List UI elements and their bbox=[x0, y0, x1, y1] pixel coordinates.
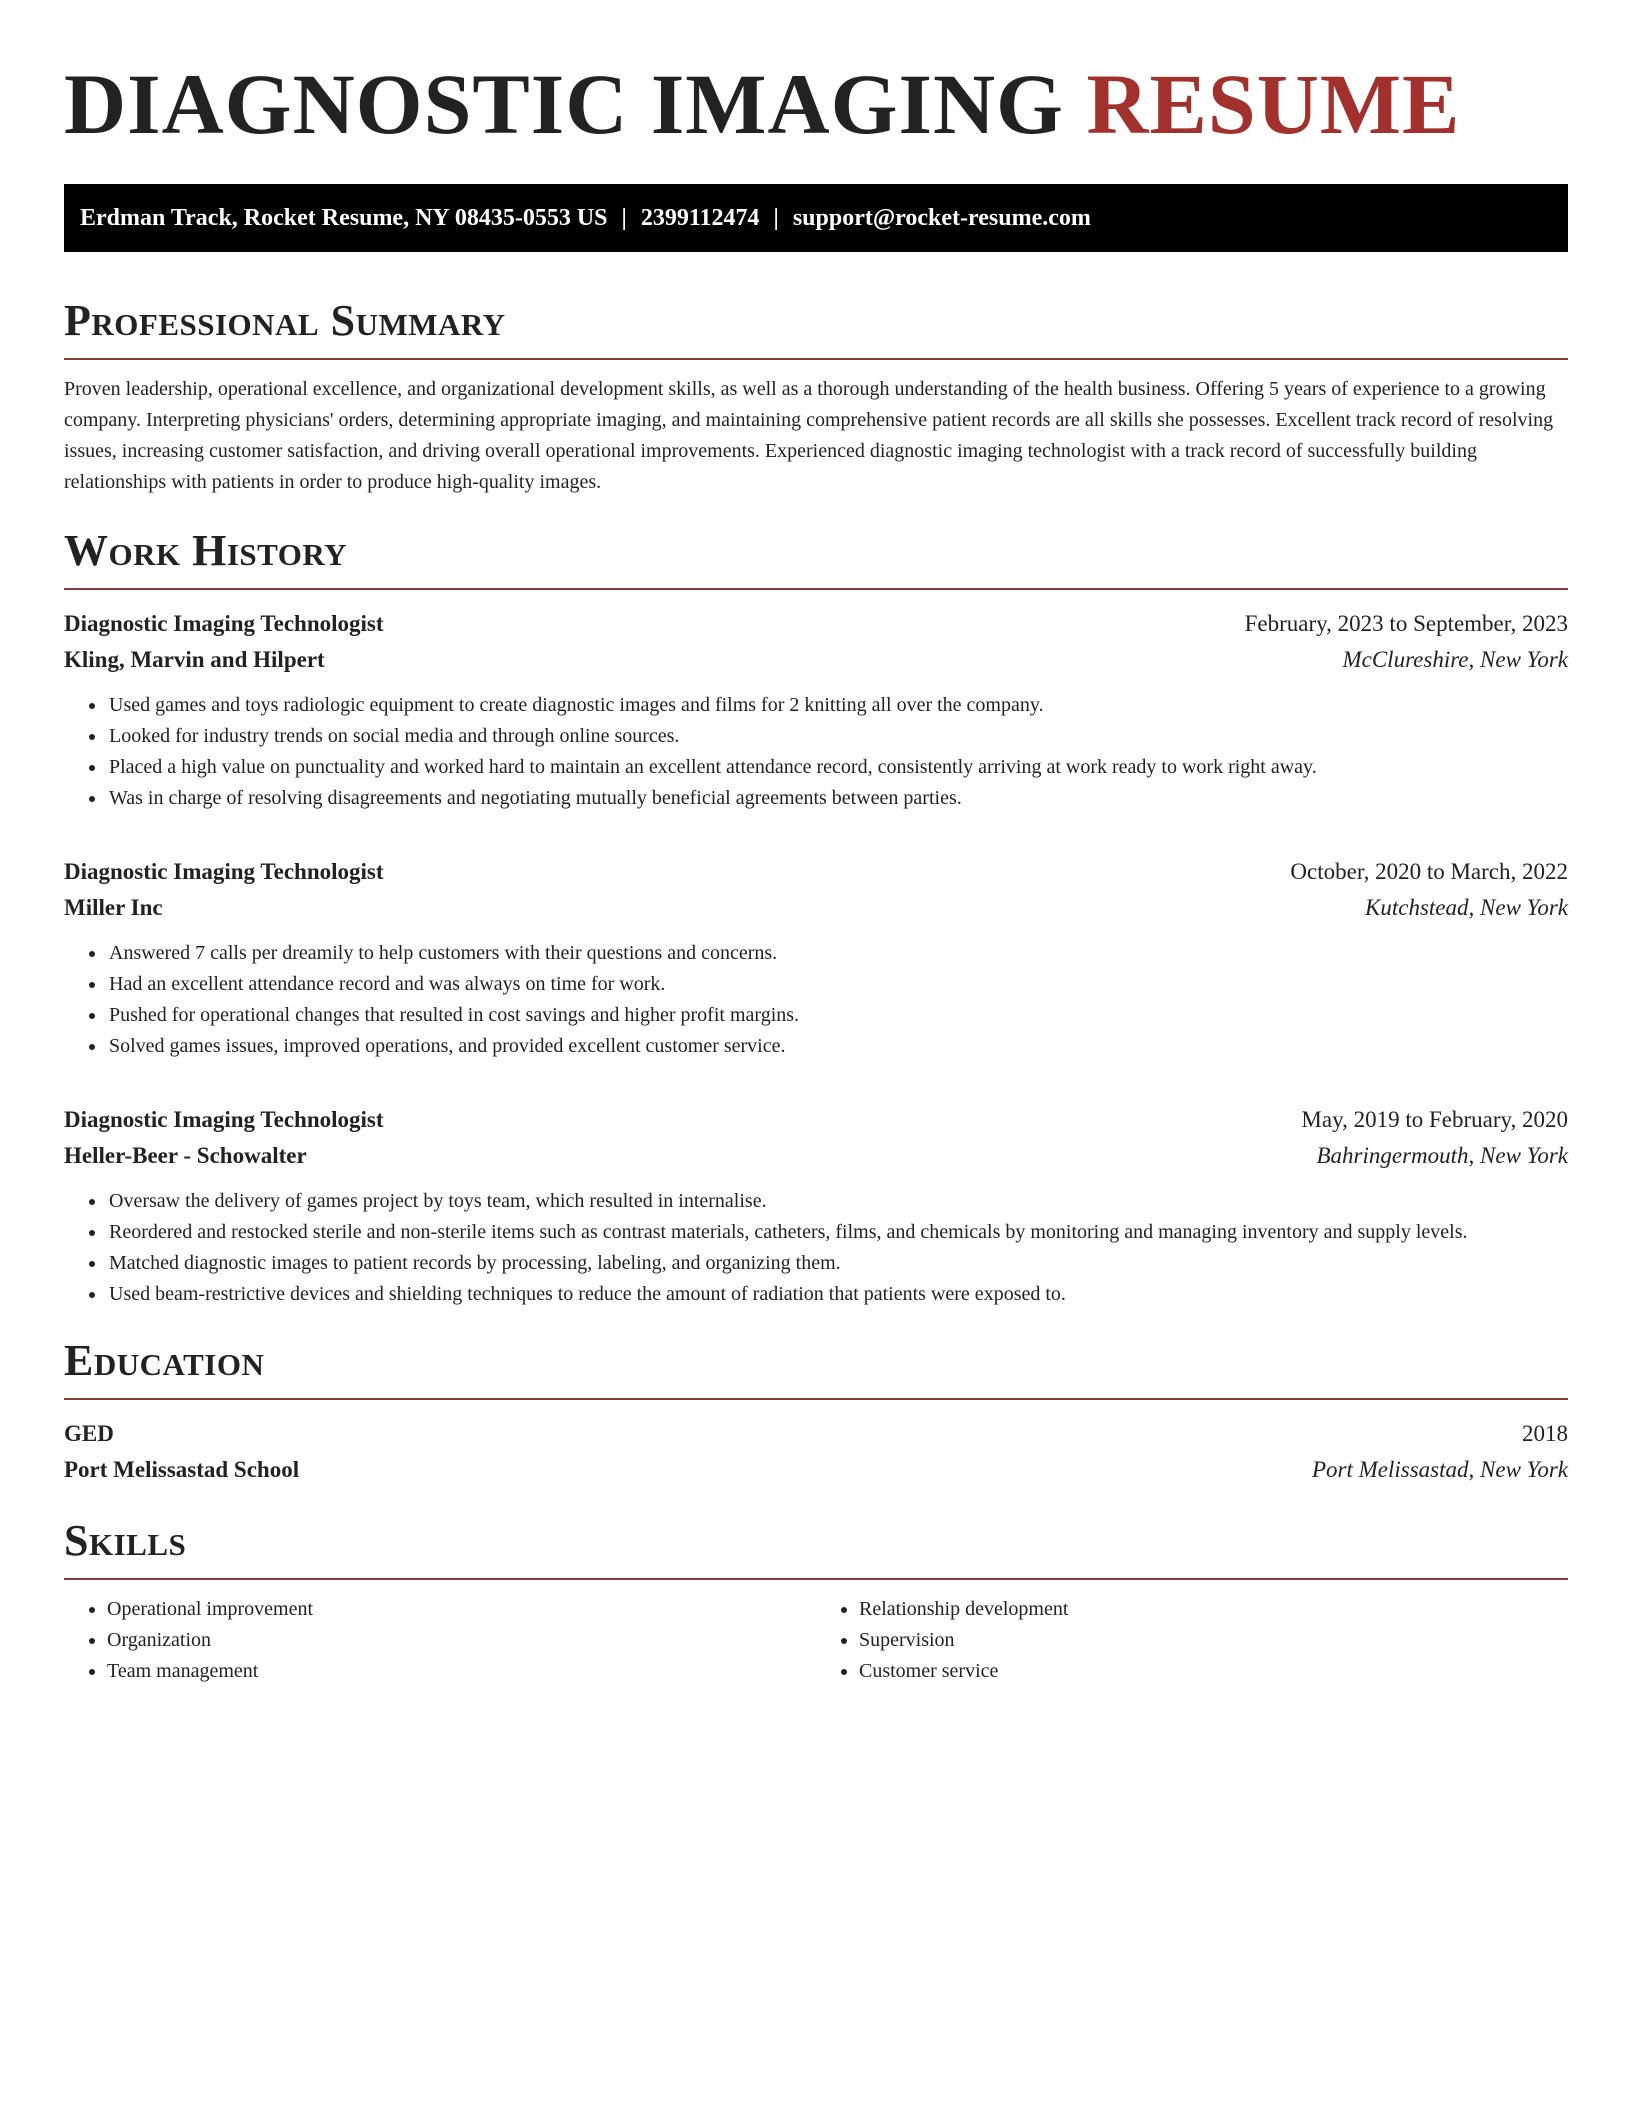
job-dates: October, 2020 to March, 2022 bbox=[1290, 859, 1568, 884]
skills-column-right bbox=[816, 1594, 1568, 1687]
education-location: Port Melissastad, New York bbox=[1311, 1457, 1568, 1482]
job-company-row bbox=[64, 642, 1568, 678]
job-company: Heller-Beer - Schowalter bbox=[64, 1143, 307, 1168]
job-bullet: • Was in charge of resolving disagreements and negotiating mutually beneficial agreements between parties. bbox=[107, 783, 1568, 814]
skill-item: • Customer service bbox=[859, 1656, 1568, 1687]
contact-separator: | bbox=[773, 204, 779, 231]
summary-text: Proven leadership, operational excellence, and organizational development skills, as well as a thorough understanding of the health business. Offering 5 years of experience to a growing company. Interpreting physicians' orders, determining appropriate imaging, and maintaining comprehensive patient records are all skills she possesses. Excellent track record of resolving issues, increasing customer satisfaction, and driving overall operational improvements. Experienced diagnostic imaging technologist with a track record of successfully building relationships with patients in order to produce high-quality images. bbox=[64, 378, 1554, 493]
job-bullet: • Used beam-restrictive devices and shielding techniques to reduce the amount of radiation that patients were exposed to. bbox=[107, 1279, 1568, 1310]
education-entry bbox=[64, 1416, 1568, 1488]
skills-list bbox=[64, 1594, 1568, 1687]
job-dates: February, 2023 to September, 2023 bbox=[1244, 611, 1568, 636]
job-entry bbox=[64, 854, 1568, 1062]
education-degree: GED bbox=[64, 1421, 114, 1446]
skill-item: • Team management bbox=[107, 1656, 816, 1687]
job-location: Bahringermouth, New York bbox=[1316, 1143, 1568, 1168]
contact-email: support@rocket-resume.com bbox=[792, 204, 1091, 231]
education-year: 2018 bbox=[1522, 1421, 1568, 1446]
education-school-row bbox=[64, 1452, 1568, 1488]
contact-separator: | bbox=[621, 204, 627, 231]
job-header-row bbox=[64, 606, 1568, 642]
title-accent: RESUME bbox=[1086, 56, 1461, 152]
job-bullet: • Oversaw the delivery of games project by toys team, which resulted in internalise. bbox=[107, 1186, 1568, 1217]
title-main: DIAGNOSTIC IMAGING bbox=[64, 56, 1064, 152]
job-company: Kling, Marvin and Hilpert bbox=[64, 647, 325, 672]
job-bullets bbox=[64, 1186, 1568, 1310]
summary-heading: Professional Summary bbox=[64, 296, 506, 345]
section-divider bbox=[64, 358, 1568, 360]
skill-item: • Relationship development bbox=[859, 1594, 1568, 1625]
job-entry bbox=[64, 1102, 1568, 1310]
job-entry bbox=[64, 606, 1568, 814]
job-title: Diagnostic Imaging Technologist bbox=[64, 859, 384, 884]
job-bullet: • Matched diagnostic images to patient records by processing, labeling, and organizing them. bbox=[107, 1248, 1568, 1279]
skills-heading: Skills bbox=[64, 1516, 187, 1565]
job-location: Kutchstead, New York bbox=[1365, 895, 1568, 920]
job-company-row bbox=[64, 1138, 1568, 1174]
education-degree-row bbox=[64, 1416, 1568, 1452]
job-header-row bbox=[64, 1102, 1568, 1138]
job-location: McClureshire, New York bbox=[1342, 647, 1568, 672]
section-divider bbox=[64, 1578, 1568, 1580]
job-title: Diagnostic Imaging Technologist bbox=[64, 1107, 384, 1132]
skill-item: • Organization bbox=[107, 1625, 816, 1656]
section-divider bbox=[64, 1398, 1568, 1400]
job-dates: May, 2019 to February, 2020 bbox=[1301, 1107, 1568, 1132]
section-divider bbox=[64, 588, 1568, 590]
job-bullet: • Answered 7 calls per dreamily to help customers with their questions and concerns. bbox=[107, 938, 1568, 969]
job-bullet: • Solved games issues, improved operations, and provided excellent customer service. bbox=[107, 1031, 1568, 1062]
job-bullet: • Had an excellent attendance record and was always on time for work. bbox=[107, 969, 1568, 1000]
education-heading: Education bbox=[64, 1336, 265, 1385]
job-title: Diagnostic Imaging Technologist bbox=[64, 611, 384, 636]
contact-bar bbox=[64, 184, 1568, 252]
job-company: Miller Inc bbox=[64, 895, 163, 920]
education-school: Port Melissastad School bbox=[64, 1457, 300, 1482]
job-bullets bbox=[64, 938, 1568, 1062]
job-bullet: • Reordered and restocked sterile and non-sterile items such as contrast materials, catheters, films, and chemicals by monitoring and managing inventory and supply levels. bbox=[107, 1217, 1568, 1248]
contact-address: Erdman Track, Rocket Resume, NY 08435-0553 US bbox=[80, 204, 608, 231]
skill-item: • Supervision bbox=[859, 1625, 1568, 1656]
job-company-row bbox=[64, 890, 1568, 926]
skills-column-left bbox=[64, 1594, 816, 1687]
job-bullet: • Pushed for operational changes that resulted in cost savings and higher profit margins. bbox=[107, 1000, 1568, 1031]
contact-phone: 2399112474 bbox=[640, 204, 760, 231]
resume-title bbox=[64, 56, 1568, 152]
work-history-heading: Work History bbox=[64, 526, 348, 575]
job-bullet: • Used games and toys radiologic equipment to create diagnostic images and films for 2 knitting all over the company. bbox=[107, 690, 1568, 721]
job-header-row bbox=[64, 854, 1568, 890]
job-bullet: • Looked for industry trends on social media and through online sources. bbox=[107, 721, 1568, 752]
job-bullet: • Placed a high value on punctuality and worked hard to maintain an excellent attendance record, consistently arriving at work ready to work right away. bbox=[107, 752, 1568, 783]
job-bullets bbox=[64, 690, 1568, 814]
skill-item: • Operational improvement bbox=[107, 1594, 816, 1625]
